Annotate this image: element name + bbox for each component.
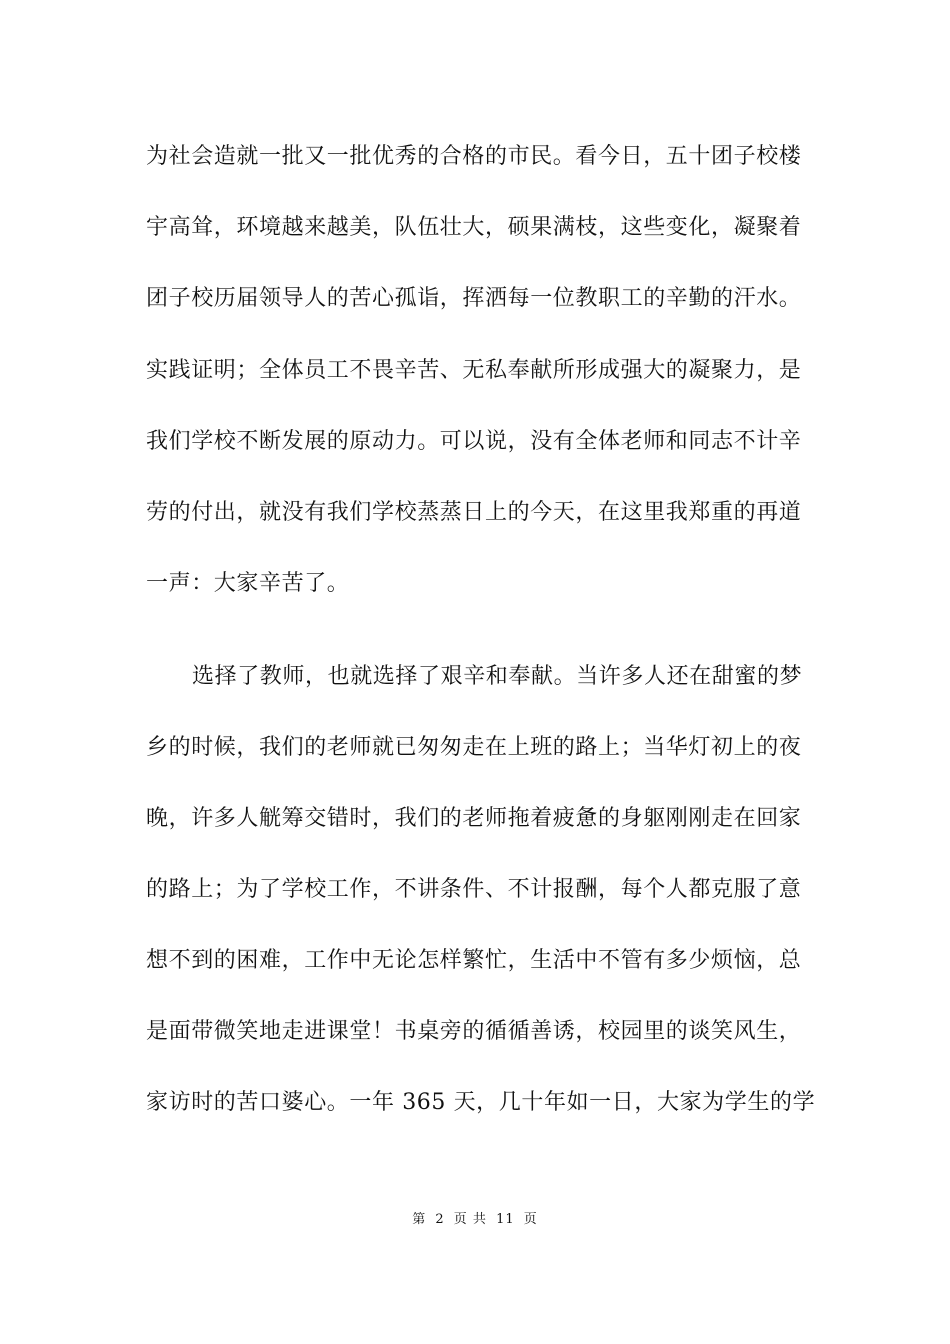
page-label-mid: 页 共 <box>453 1212 487 1227</box>
text-line: 一声：大家辛苦了。 <box>146 571 350 596</box>
text-line: 实践证明；全体员工不畏辛苦、无私奉献所形成强大的凝聚力，是 <box>146 358 802 383</box>
text-line: 想不到的困难，工作中无论怎样繁忙，生活中不管有多少烦恼，总 <box>146 948 802 973</box>
text-line: 我们学校不断发展的原动力。可以说，没有全体老师和同志不计辛 <box>146 429 802 454</box>
page-label-prefix: 第 <box>412 1212 427 1227</box>
page-footer <box>0 1208 950 1227</box>
text-line: 团子校历届领导人的苦心孤诣，挥洒每一位教职工的辛勤的汗水。 <box>146 286 802 311</box>
text-line: 为社会造就一批又一批优秀的合格的市民。看今日，五十团子校楼 <box>146 144 802 169</box>
paragraph-first-line: 选择了教师，也就选择了艰辛和奉献。当许多人还在甜蜜的梦 <box>192 664 803 689</box>
text-line: 家访时的苦口婆心。一年 365 天，几十年如一日，大家为学生的学 <box>146 1090 816 1115</box>
page-number <box>410 1208 540 1227</box>
text-line: 晚，许多人觥筹交错时，我们的老师拖着疲惫的身躯刚刚走在回家 <box>146 806 802 831</box>
text-line: 的路上；为了学校工作，不讲条件、不计报酬，每个人都克服了意 <box>146 877 802 902</box>
text-line: 劳的付出，就没有我们学校蒸蒸日上的今天，在这里我郑重的再道 <box>146 500 802 525</box>
text-line: 是面带微笑地走进课堂！书桌旁的循循善诱，校园里的谈笑风生， <box>146 1019 802 1044</box>
text-line: 乡的时候，我们的老师就已匆匆走在上班的路上；当华灯初上的夜 <box>146 735 802 760</box>
current-page-number: 2 <box>435 1212 445 1227</box>
text-line: 宇高耸，环境越来越美，队伍壮大，硕果满枝，这些变化，凝聚着 <box>146 215 802 240</box>
page-label-suffix: 页 <box>523 1212 538 1227</box>
total-pages-number: 11 <box>496 1212 515 1227</box>
